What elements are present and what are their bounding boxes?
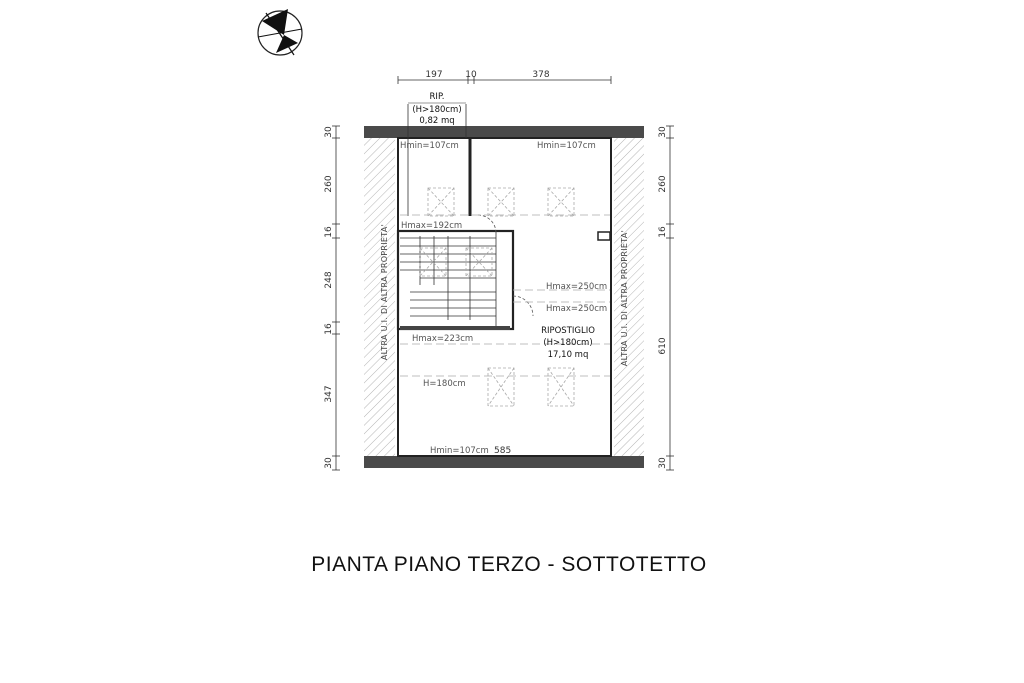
top-wall: [364, 126, 644, 138]
bottom-wall: [364, 456, 644, 468]
dim-right-30-bottom: 30: [658, 457, 668, 469]
dim-left-347: 347: [324, 385, 334, 403]
dim-right-610: 610: [658, 337, 668, 355]
note-hmax-223: Hmax=223cm: [412, 334, 474, 344]
note-hmax-250-b: Hmax=250cm: [546, 304, 608, 314]
room-outline: [398, 138, 611, 456]
door-swing: [513, 296, 533, 316]
dim-left-16-a: 16: [324, 226, 334, 238]
rip-area: 0,82 mq: [419, 116, 455, 126]
dim-right-260: 260: [658, 175, 668, 193]
dim-left-260: 260: [324, 175, 334, 193]
stair-treads: [400, 232, 496, 326]
dim-top-378: 378: [532, 70, 550, 80]
note-hmin-top-right: Hmin=107cm: [537, 141, 596, 151]
note-hmax-250-a: Hmax=250cm: [546, 282, 608, 292]
rip-height: (H>180cm): [412, 105, 462, 115]
dim-right-16: 16: [658, 226, 668, 238]
rip-name: RIP.: [429, 92, 445, 102]
ripostiglio-name: RIPOSTIGLIO: [541, 326, 595, 336]
note-hmin-top-left: Hmin=107cm: [400, 141, 459, 151]
dim-left-248: 248: [324, 271, 334, 289]
note-h-180: H=180cm: [423, 379, 466, 389]
page-title: PIANTA PIANO TERZO - SOTTOTETTO: [311, 553, 707, 576]
dim-top-197: 197: [425, 70, 443, 80]
note-hmax-192: Hmax=192cm: [401, 221, 463, 231]
left-neighbor-label: ALTRA U.I. DI ALTRA PROPRIETA': [380, 223, 389, 361]
dim-top-10: 10: [465, 70, 477, 80]
right-neighbor-hatch: [614, 138, 644, 456]
dim-left-30-top: 30: [324, 126, 334, 138]
right-neighbor-label: ALTRA U.I. DI ALTRA PROPRIETA': [620, 229, 629, 367]
ripostiglio-height: (H>180cm): [543, 338, 593, 348]
dim-right-30-top: 30: [658, 126, 668, 138]
note-hmin-bottom: Hmin=107cm: [430, 446, 489, 456]
north-arrow-icon: [258, 9, 302, 55]
dim-bottom-585: 585: [494, 446, 512, 456]
dim-left-30-bottom: 30: [324, 457, 334, 469]
dim-left-16-b: 16: [324, 323, 334, 335]
ripostiglio-area: 17,10 mq: [547, 350, 589, 360]
